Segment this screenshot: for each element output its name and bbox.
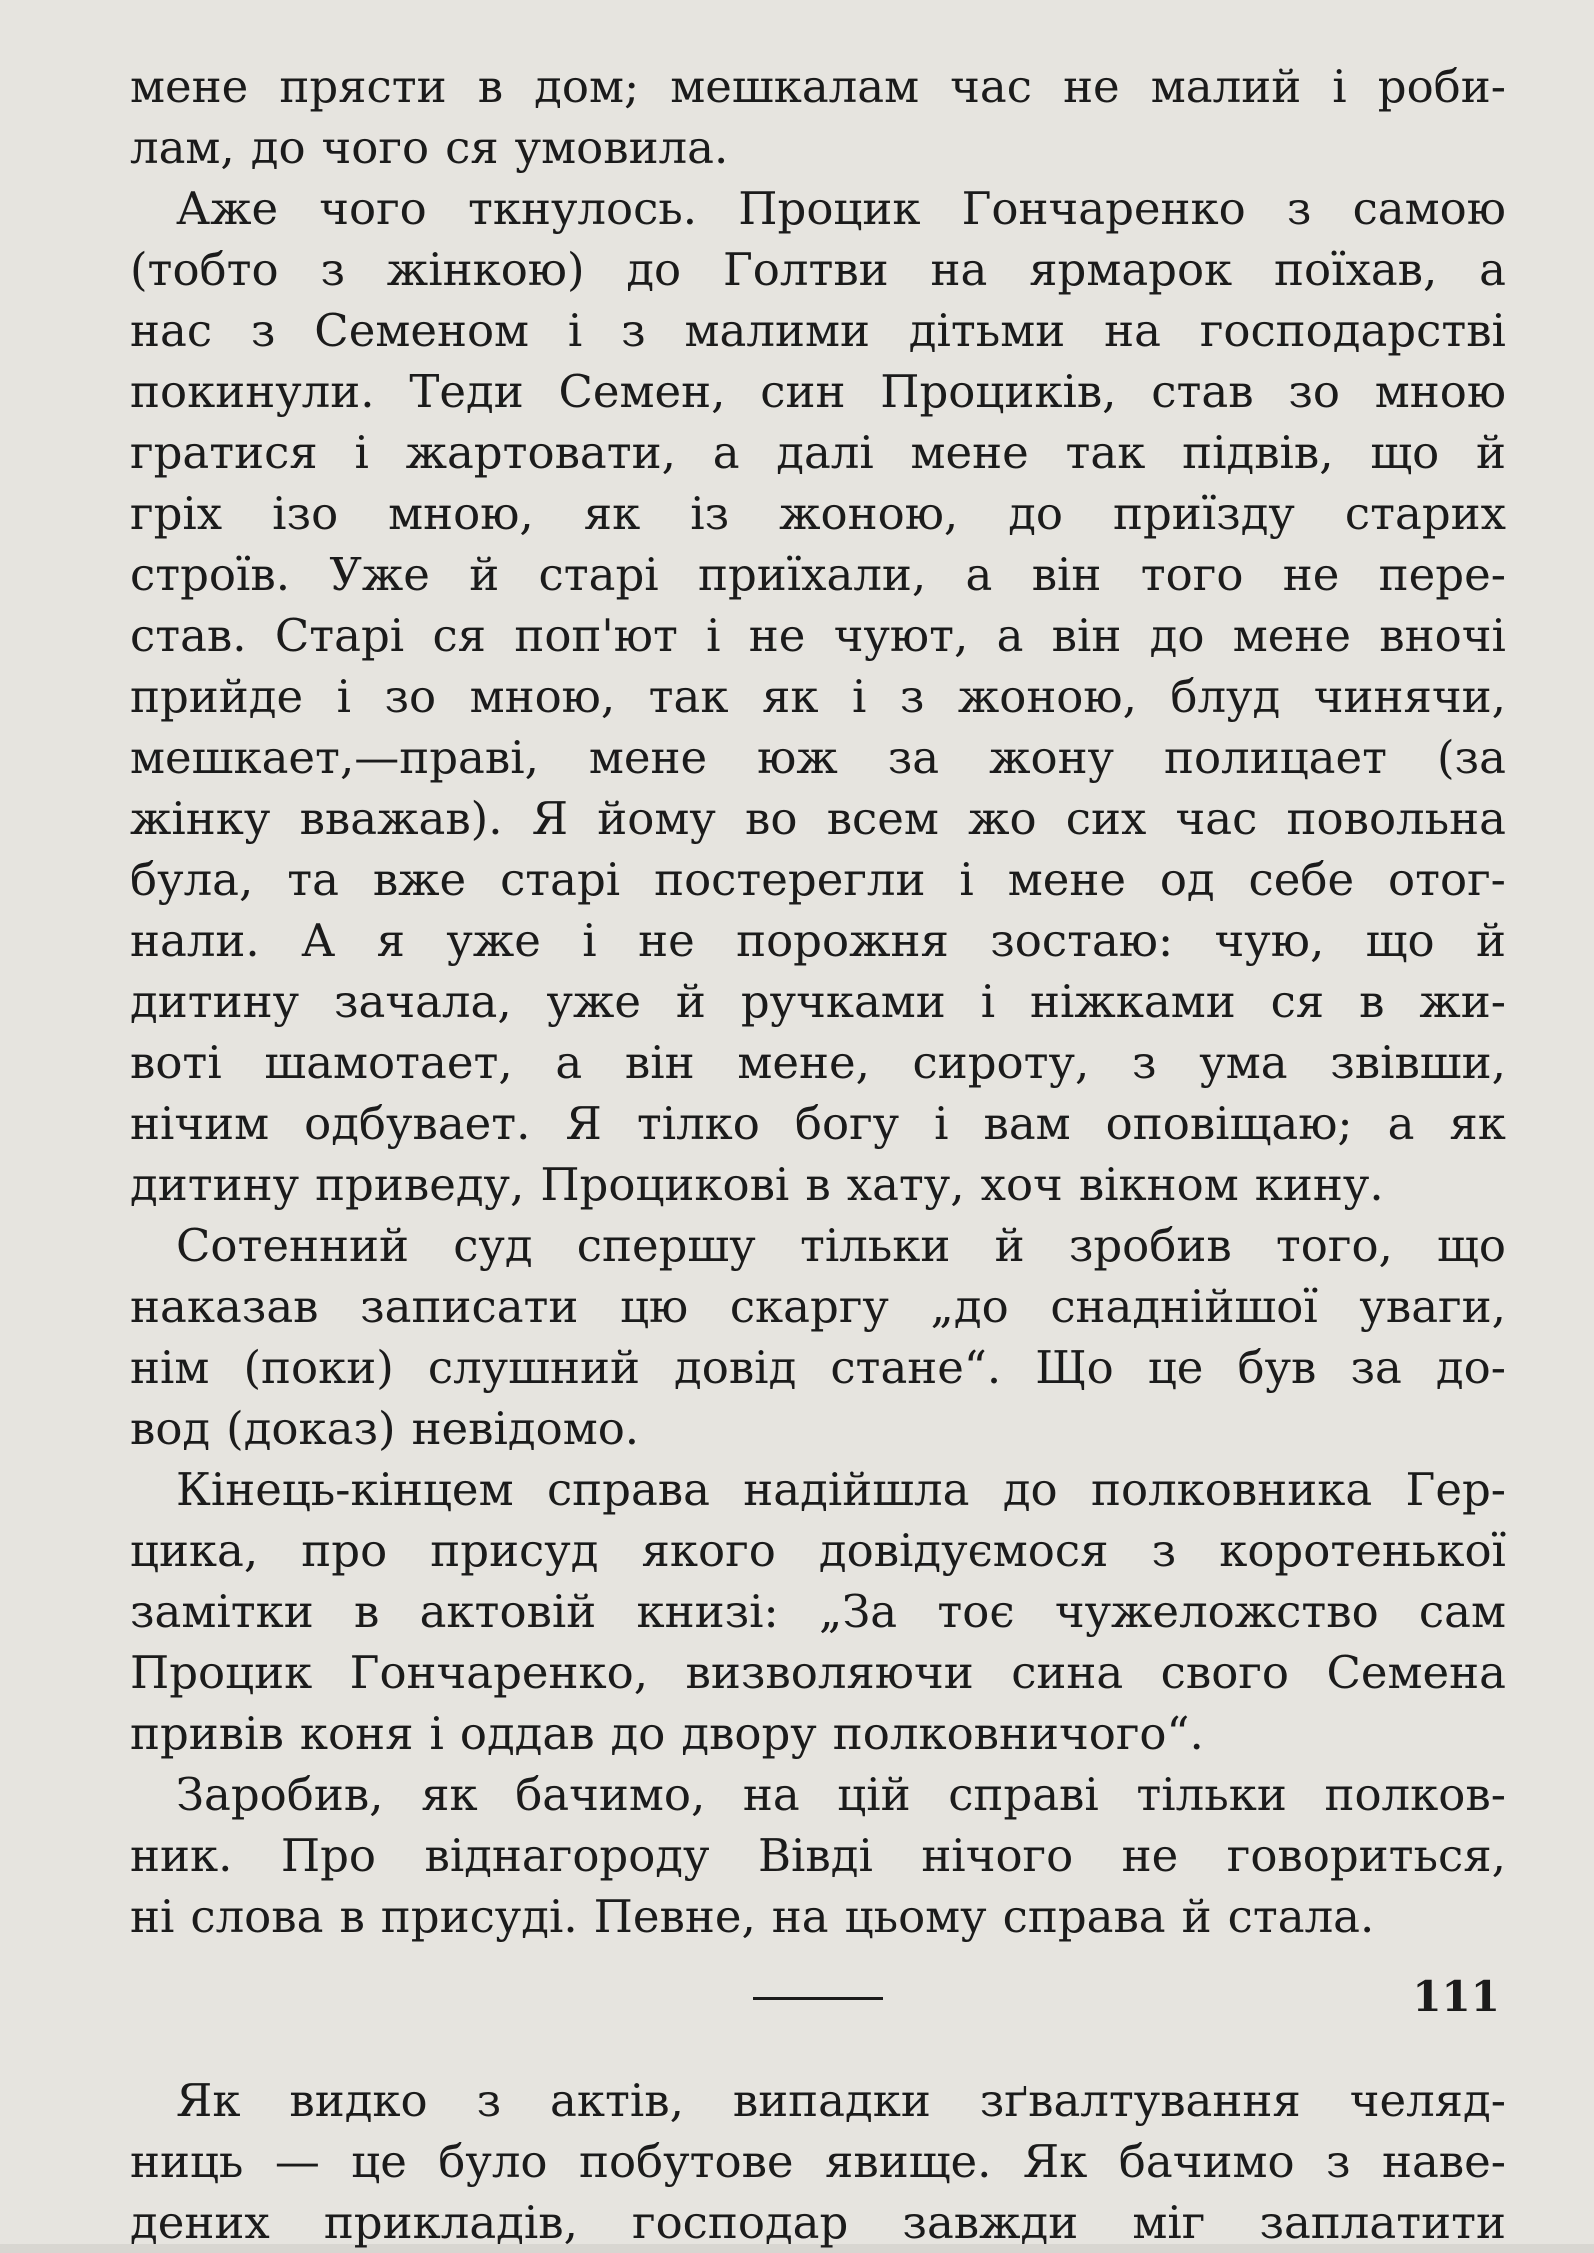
text-line: жінку вважав). Я йому во всем жо сих час повольна xyxy=(130,792,1506,845)
text-line: Заробив, як бачимо, на цій справі тільки полков- xyxy=(176,1768,1506,1821)
text-line: нічим одбувает. Я тілко богу і вам оповіщаю; а як xyxy=(130,1097,1506,1150)
paragraph xyxy=(130,1764,1506,1947)
text-line: нали. А я уже і не порожня зостаю: чую, що й xyxy=(130,914,1506,967)
paragraph xyxy=(130,1459,1506,1764)
text-line: мене прясти в дом; мешкалам час не малий і роби- xyxy=(130,60,1506,113)
paragraph xyxy=(130,2070,1506,2253)
text-line: покинули. Теди Семен, син Проциків, став зо мною xyxy=(130,365,1506,418)
text-line: воті шамотает, а він мене, сироту, з ума звівши, xyxy=(130,1036,1506,1089)
text-line: ні слова в присуді. Певне, на цьому справа й стала. xyxy=(130,1890,1375,1943)
text-line: замітки в актовій книзі: „За тоє чужеложство сам xyxy=(130,1585,1506,1638)
text-line: ник. Про віднагороду Вівді нічого не говориться, xyxy=(130,1829,1506,1882)
text-line: строїв. Уже й старі приїхали, а він того не пере- xyxy=(130,548,1506,601)
text-line: наказав записати цю скаргу „до снаднійшої уваги, xyxy=(130,1280,1506,1333)
text-line: гріх ізо мною, як із жоною, до приїзду старих xyxy=(130,487,1506,540)
text-line: став. Старі ся поп'ют і не чуют, а він до мене вночі xyxy=(130,609,1506,662)
text-line: Кінець-кінцем справа надійшла до полковника Гер- xyxy=(176,1463,1506,1516)
text-line: Сотенний суд спершу тільки й зробив того, що xyxy=(176,1219,1506,1272)
text-line: Як видко з актів, випадки зґвалтування челяд- xyxy=(176,2074,1506,2127)
text-line: була, та вже старі постерегли і мене од себе отог- xyxy=(130,853,1506,906)
text-line: Аже чого ткнулось. Процик Гончаренко з самою xyxy=(176,182,1506,235)
text-line: ниць — це було побутове явище. Як бачимо з наве- xyxy=(130,2135,1506,2188)
text-line: дених прикладів, господар завжди міг заплатити xyxy=(130,2196,1506,2249)
text-line: мешкает,—праві, мене юж за жону полицает (за xyxy=(130,731,1506,784)
text-line: прийде і зо мною, так як і з жоною, блуд чинячи, xyxy=(130,670,1506,723)
text-line: гратися і жартовати, а далі мене так підвів, що й xyxy=(130,426,1506,479)
paragraph xyxy=(130,178,1506,1215)
text-line: нас з Семеном і з малими дітьми на господарстві xyxy=(130,304,1506,357)
text-line: Процик Гончаренко, визволяючи сина свого Семена xyxy=(130,1646,1506,1699)
text-line: вод (доказ) невідомо. xyxy=(130,1402,640,1455)
paragraph xyxy=(130,56,1506,178)
text-line: нім (поки) слушний довід стане“. Що це був за до- xyxy=(130,1341,1506,1394)
text-block xyxy=(130,56,1506,2253)
text-line: (тобто з жінкою) до Голтви на ярмарок поїхав, а xyxy=(130,243,1506,296)
text-line: дитину зачала, уже й ручками і ніжками ся в жи- xyxy=(130,975,1506,1028)
text-line: дитину приведу, Процикові в хату, хоч вікном кину. xyxy=(130,1158,1384,1211)
text-line: привів коня і оддав до двору полковничого“. xyxy=(130,1707,1204,1760)
paragraph xyxy=(130,1215,1506,1459)
text-line: цика, про присуд якого довідуємося з коротенької xyxy=(130,1524,1506,1577)
text-line: лам, до чого ся умовила. xyxy=(130,121,729,174)
page-number: 111 xyxy=(1412,1972,1500,2021)
